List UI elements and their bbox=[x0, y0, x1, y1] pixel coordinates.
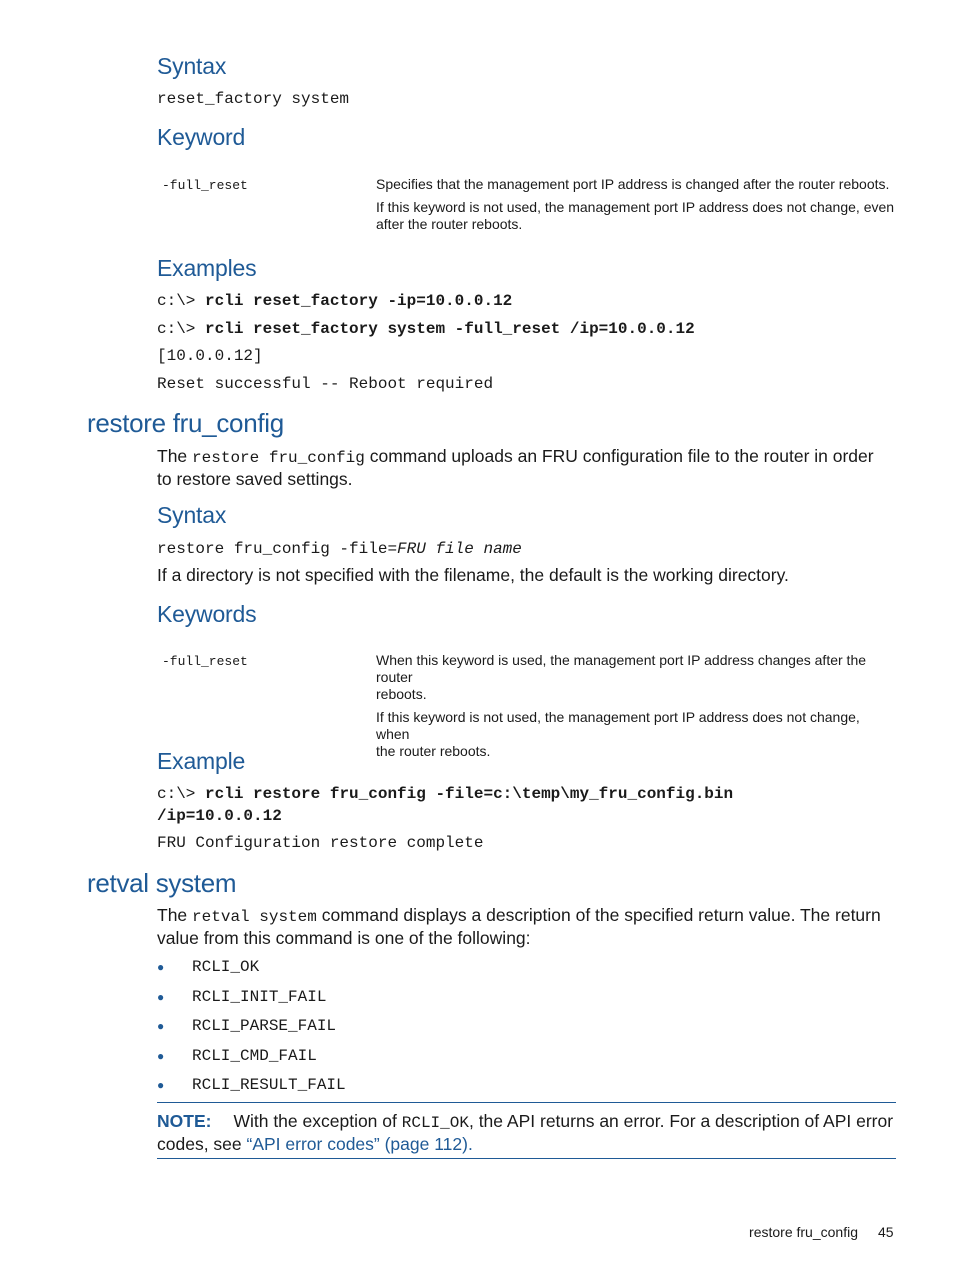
bullet-icon: ● bbox=[157, 1078, 165, 1092]
keyword-desc-line: the router reboots. bbox=[376, 743, 491, 759]
intro-text: command displays a description of the specified return value. The return bbox=[316, 905, 881, 925]
example-output: FRU Configuration restore complete bbox=[157, 834, 484, 852]
command-text: /ip=10.0.0.12 bbox=[157, 807, 282, 825]
restore-intro bbox=[157, 446, 897, 490]
inline-code: retval system bbox=[192, 908, 317, 926]
list-item bbox=[157, 1076, 346, 1094]
retval-intro bbox=[157, 905, 897, 949]
prompt: c:\> bbox=[157, 292, 206, 310]
keyword-desc-line: reboots. bbox=[376, 686, 427, 702]
list-item bbox=[157, 1017, 337, 1035]
syntax-heading: Syntax bbox=[157, 53, 227, 79]
syntax-code: reset_factory system bbox=[157, 90, 350, 108]
syntax-variable: FRU file name bbox=[397, 540, 522, 558]
intro-text: to restore saved settings. bbox=[157, 469, 353, 489]
list-item-text: RCLI_OK bbox=[192, 958, 260, 976]
intro-text: value from this command is one of the following: bbox=[157, 928, 531, 948]
syntax-note: If a directory is not specified with the filename, the default is the working directory. bbox=[157, 565, 789, 585]
inline-code: RCLI_OK bbox=[401, 1114, 469, 1132]
example-output: [10.0.0.12] bbox=[157, 347, 263, 365]
note-top-rule bbox=[157, 1102, 896, 1103]
examples-heading: Examples bbox=[157, 255, 257, 281]
example-command bbox=[157, 785, 733, 803]
list-item-text: RCLI_RESULT_FAIL bbox=[192, 1076, 346, 1094]
bullet-icon: ● bbox=[157, 1049, 165, 1063]
keyword-desc-line: Specifies that the management port IP address is changed after the router reboots. bbox=[376, 176, 890, 192]
note-text: . bbox=[467, 1134, 473, 1154]
keyword-term: -full_reset bbox=[162, 654, 248, 669]
section-title-retval: retval system bbox=[87, 868, 237, 898]
keyword-description bbox=[376, 652, 896, 760]
footer-section-name: restore fru_config bbox=[749, 1224, 858, 1240]
example-heading: Example bbox=[157, 748, 246, 774]
inline-code: restore fru_config bbox=[192, 449, 365, 467]
list-item-text: RCLI_CMD_FAIL bbox=[192, 1047, 317, 1065]
keywords-heading: Keywords bbox=[157, 601, 257, 627]
list-item bbox=[157, 958, 260, 976]
keyword-desc-line: If this keyword is not used, the management port IP address does not change, even bbox=[376, 199, 895, 215]
page-number: 45 bbox=[878, 1224, 894, 1240]
syntax-code bbox=[157, 540, 522, 558]
syntax-command: restore fru_config -file= bbox=[157, 540, 398, 558]
bullet-icon: ● bbox=[157, 990, 165, 1004]
list-item-text: RCLI_PARSE_FAIL bbox=[192, 1017, 337, 1035]
intro-text: The bbox=[157, 905, 193, 925]
bullet-icon: ● bbox=[157, 960, 165, 974]
api-error-codes-link[interactable]: “API error codes” (page 112) bbox=[246, 1134, 468, 1154]
section-title-restore: restore fru_config bbox=[87, 408, 284, 438]
bullet-icon: ● bbox=[157, 1019, 165, 1033]
list-item-text: RCLI_INIT_FAIL bbox=[192, 988, 327, 1006]
command-text: rcli reset_factory system -full_reset /ip=10.0.0.12 bbox=[205, 320, 695, 338]
prompt: c:\> bbox=[157, 320, 206, 338]
keyword-description bbox=[376, 176, 896, 233]
note-text: , the API returns an error. For a description of API error bbox=[468, 1111, 894, 1131]
list-item bbox=[157, 988, 327, 1006]
note-box bbox=[157, 1111, 897, 1155]
syntax-heading: Syntax bbox=[157, 502, 227, 528]
example-command bbox=[157, 320, 695, 338]
note-bottom-rule bbox=[157, 1158, 896, 1159]
keyword-desc-line: When this keyword is used, the management port IP address changes after the router bbox=[376, 652, 867, 685]
keyword-desc-line: after the router reboots. bbox=[376, 216, 523, 232]
intro-text: The bbox=[157, 446, 193, 466]
note-text: codes, see bbox=[157, 1134, 247, 1154]
prompt: c:\> bbox=[157, 785, 206, 803]
note-label: NOTE: bbox=[157, 1111, 212, 1131]
list-item bbox=[157, 1047, 317, 1065]
intro-text: command uploads an FRU configuration file to the router in order bbox=[364, 446, 874, 466]
keyword-heading: Keyword bbox=[157, 124, 246, 150]
example-command bbox=[157, 292, 512, 310]
keyword-desc-line: If this keyword is not used, the management port IP address does not change, when bbox=[376, 709, 860, 742]
keyword-term: -full_reset bbox=[162, 178, 248, 193]
example-output: Reset successful -- Reboot required bbox=[157, 375, 494, 393]
note-text: With the exception of bbox=[233, 1111, 402, 1131]
command-text: rcli restore fru_config -file=c:\temp\my_fru_config.bin bbox=[205, 785, 734, 803]
command-text: rcli reset_factory -ip=10.0.0.12 bbox=[205, 292, 513, 310]
